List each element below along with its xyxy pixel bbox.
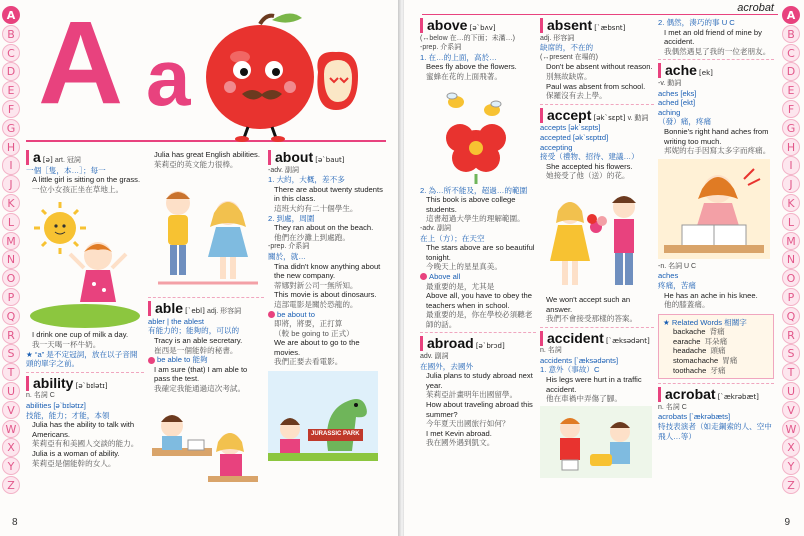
plural: aches [658, 271, 679, 281]
column-1 [26, 150, 144, 468]
pron: [əˋbrɔd] [475, 342, 505, 351]
example-cn: 別無故缺席。 [546, 71, 592, 81]
example-cn: 我們正要去看電影。 [274, 357, 343, 367]
example: I met an old friend of mine by accident. [664, 27, 762, 47]
related-word-en: backache [673, 327, 706, 337]
example-cn: 蜜蜂在花的上面飛著。 [426, 71, 502, 81]
entry-accident-cont [658, 18, 774, 56]
left-page [0, 0, 400, 536]
pos: -adv. 副詞 [268, 166, 299, 174]
big-letter-upper: A [38, 0, 124, 129]
example: They ran about on the beach. [274, 223, 374, 233]
example: Bonnie's right hand aches from writing too much. [664, 126, 769, 146]
example-cn: 我偶然遇見了我的一位老朋友。 [664, 46, 771, 56]
entry-accident [540, 331, 654, 404]
example-cn: 茱莉亞有和美國人交談的能力。 [32, 439, 139, 449]
headword-ability: ability [26, 376, 73, 391]
pron: [ˋæksədənt] [605, 336, 650, 345]
sun-and-girl-illustration [30, 198, 140, 328]
sense: 2. 偶然，湊巧的事 U C [658, 18, 735, 27]
headword-about: about [268, 150, 313, 165]
example-cn: 這班大約有二十個學生。 [274, 203, 358, 213]
letter-tab-v[interactable]: V [2, 401, 20, 419]
letter-tab-z[interactable]: Z [782, 476, 800, 494]
column-2 [540, 18, 654, 478]
jurassic-park-sign: JURASSIC PARK [308, 429, 363, 441]
example: Bees fly above the flowers. [426, 62, 517, 72]
big-letter-lower: a [146, 33, 191, 122]
pos: -prep. 介系詞 [268, 243, 310, 251]
entry-about [268, 150, 384, 367]
letter-tab-t[interactable]: T [2, 363, 20, 381]
letter-tab-n[interactable]: N [782, 250, 800, 268]
entry-accept [540, 108, 654, 181]
alphabet-tabs-left [2, 6, 22, 495]
example: How about traveling abroad this summer? [426, 400, 533, 419]
example: This movie is about dinosaurs. [274, 290, 377, 300]
related-words-list [663, 327, 769, 375]
letter-tab-h[interactable]: H [2, 138, 20, 156]
entry-a-example2 [26, 330, 144, 368]
pos: -v. 動詞 [658, 79, 682, 87]
example-cn: 蒂娜對新公司一無所知。 [274, 280, 358, 290]
example-cn: 我們不會接受那樣的答案。 [546, 314, 638, 324]
letter-tab-m[interactable]: M [2, 232, 20, 250]
column-3 [658, 18, 774, 441]
example-cn: 他的膝蓋痛。 [664, 300, 710, 310]
example: Julia is a woman of ability. [32, 448, 120, 458]
pos: n. 名詞 C [26, 392, 55, 400]
divider [658, 383, 774, 384]
column-1 [420, 18, 536, 448]
letter-tab-o[interactable]: O [2, 269, 20, 287]
example-cn: 她接受了他（送）的花。 [546, 171, 630, 181]
sense: 接受（禮物、招待、建議…） [540, 152, 639, 162]
example-cn: 今晚天上的星星真美。 [426, 262, 502, 272]
pron: [ˋebl] [185, 307, 205, 316]
letter-tab-r[interactable]: R [782, 326, 800, 344]
sense: 1. 意外（事故）C [540, 365, 600, 375]
headword-abroad: abroad [420, 336, 474, 351]
letter-tab-n[interactable]: N [2, 250, 20, 268]
pron: [əˋbɪlətɪ] [75, 381, 108, 390]
letter-tab-r[interactable]: R [2, 326, 20, 344]
letter-tab-f[interactable]: F [2, 100, 20, 118]
sense: 在國外，去國外 [420, 361, 474, 371]
letter-tab-h[interactable]: H [782, 138, 800, 156]
sense: 關於，就… [268, 251, 306, 261]
phrase: be about to [277, 309, 316, 319]
example: A little girl is sitting on the grass. [32, 175, 141, 185]
letter-tab-x[interactable]: X [782, 438, 800, 456]
column-2 [148, 150, 264, 486]
car-accident-illustration [540, 406, 652, 478]
entry-above-cont [420, 186, 536, 330]
pos: n. 名詞 C [658, 403, 687, 411]
sense: 疼痛，苦痛 [658, 280, 696, 290]
letter-tab-f[interactable]: F [782, 100, 800, 118]
letter-tab-s[interactable]: S [2, 344, 20, 362]
example-cn: 他們在沙灘上到處跑。 [274, 232, 350, 242]
pron: [ˋækrəbæt] [717, 393, 759, 402]
plural: acrobats [ˋækrəbæts] [658, 412, 731, 422]
pos: -n. 名詞 U C [658, 262, 697, 270]
letter-tab-u[interactable]: U [2, 382, 20, 400]
dinosaur-movie-illustration [268, 371, 378, 461]
headword-accept: accept [540, 108, 591, 123]
letter-tab-x[interactable]: X [2, 438, 20, 456]
example-cn: 我在國外遇到凱文。 [426, 438, 495, 448]
pron: [əˋbaut] [315, 156, 345, 164]
pron: [əkˋsɛpt] [593, 113, 626, 122]
headword-acrobat: acrobat [658, 387, 716, 402]
related-word-cn: 胃痛 [722, 356, 738, 366]
related-words-title: ★ Related Words 相關字 [663, 317, 747, 327]
flowers-gift-illustration [540, 183, 652, 293]
example: We are about to go to the movies. [274, 338, 360, 357]
entry-ache [658, 63, 774, 155]
forms: accepts [əkˋsɛpts] [540, 123, 601, 133]
headword-able: able [148, 301, 183, 316]
related-word-en: toothache [673, 365, 707, 375]
forms: aches [eks] [658, 88, 697, 98]
forms: abler | the ablest [148, 316, 205, 326]
letter-tab-i[interactable]: I [782, 156, 800, 174]
letter-tab-e[interactable]: E [782, 81, 800, 99]
related-word-item [673, 366, 769, 376]
example: Tracy is an able secretary. [154, 335, 243, 345]
students-test-illustration [148, 398, 260, 486]
sense: 1. 大約，大概，差不多 [268, 175, 345, 185]
column-3 [268, 150, 384, 461]
headword-above: above [420, 18, 467, 33]
letter-tab-k[interactable]: K [2, 194, 20, 212]
pos: v. 動詞 [627, 114, 649, 122]
sense: 2. 為…所不能及，超過…的範圍 [420, 185, 528, 195]
entry-ability [26, 376, 144, 468]
apple-character-illustration [200, 12, 385, 142]
example: Don't be absent without reason. [546, 62, 653, 72]
letter-tab-c[interactable]: C [782, 44, 800, 62]
phrase-sense: 即將，將要，正打算 [274, 319, 343, 329]
phrase: be able to 能夠 [157, 355, 208, 365]
sense: 在上（方）；在天空 [420, 233, 485, 243]
headword-ache: ache [658, 63, 697, 78]
letter-tab-q[interactable]: Q [2, 307, 20, 325]
related-word-item [673, 346, 769, 356]
letter-tab-u[interactable]: U [782, 382, 800, 400]
letter-tab-o[interactable]: O [782, 269, 800, 287]
sense: 缺席的，不在的 [540, 43, 594, 53]
entry-able [148, 301, 264, 393]
letter-tab-s[interactable]: S [782, 344, 800, 362]
forms: ached [ekt] [658, 98, 696, 108]
example-cn: 這書超過大學生的理解範圍。 [426, 214, 525, 224]
page-number-right: 9 [784, 517, 790, 528]
example-cn: 今年夏天出國旅行如何？ [426, 419, 510, 429]
sense: 技能，能力；才能，本領 [26, 410, 110, 420]
letter-tab-p[interactable]: P [782, 288, 800, 306]
letter-tab-y[interactable]: Y [2, 457, 20, 475]
phrase: Above all [429, 271, 461, 281]
phrase-note: （較 be going to 正式） [274, 328, 354, 338]
girl-writing-illustration [658, 159, 770, 259]
related-word-en: headache [673, 346, 707, 356]
related-word-cn: 牙痛 [710, 365, 726, 375]
dinosaur-icon [268, 371, 378, 461]
entry-absent [540, 18, 654, 101]
pos: -prep. 介系詞 [420, 44, 462, 52]
example: This book is above college students. [426, 195, 516, 214]
example-cn: 茱莉亞計畫明年出國留學。 [426, 390, 518, 400]
sense: 1. 在…的上面，高於… [420, 52, 497, 62]
sense: 有能力的；能夠的，可以的 [148, 326, 240, 336]
letter-tab-g[interactable]: G [2, 119, 20, 137]
letter-tab-t[interactable]: T [782, 363, 800, 381]
example: I met Kevin abroad. [426, 428, 492, 438]
sense: 特技表演者（如走鋼索的人、空中飛人…等） [658, 422, 772, 441]
header-rule [422, 14, 778, 15]
example-cn: 茱莉亞是個能幹的女人。 [32, 458, 116, 468]
divider [26, 372, 144, 373]
example: There are about twenty students in this class. [274, 184, 383, 204]
forms: aching [658, 107, 681, 117]
entry-above [420, 18, 536, 82]
letter-tab-m[interactable]: M [782, 232, 800, 250]
divider [658, 59, 774, 60]
example-cn: 我確定我能通過這次考試。 [154, 383, 246, 393]
divider [420, 332, 536, 333]
headword-absent: absent [540, 18, 592, 33]
phrase-icon [420, 273, 427, 280]
pos: n. 名詞 [540, 347, 562, 355]
divider [540, 327, 654, 328]
example-cn: 保羅沒有去上學。 [546, 91, 607, 101]
letter-tab-k[interactable]: K [782, 194, 800, 212]
plural: abilities [əˋbɪlətɪz] [26, 400, 86, 410]
pos: -adv. 副詞 [420, 224, 451, 232]
letter-tab-b[interactable]: B [782, 25, 800, 43]
example-cn: 他在車禍中弄傷了腳。 [546, 394, 622, 404]
example-cn: 茱莉亞的英文能力很棒。 [154, 159, 238, 169]
related-word-en: earache [673, 336, 701, 346]
letter-tab-i[interactable]: I [2, 156, 20, 174]
pos: adv. 副詞 [420, 353, 449, 361]
letter-tab-j[interactable]: J [782, 175, 800, 193]
letter-tab-l[interactable]: L [782, 213, 800, 231]
example: The stars above are so beautiful tonight. [426, 243, 535, 262]
letter-tab-w[interactable]: W [782, 420, 800, 438]
entry-acrobat [658, 387, 774, 441]
letter-tab-q[interactable]: Q [782, 307, 800, 325]
letter-tab-e[interactable]: E [2, 81, 20, 99]
forms: accepted [əkˋsɛptɪd] [540, 132, 609, 142]
sense: 2. 到處，周圍 [268, 213, 315, 223]
related-word-cn: 頭痛 [710, 346, 726, 356]
entry-ache-noun [658, 262, 774, 310]
pron: [ə] [42, 156, 53, 164]
letter-tab-v[interactable]: V [782, 401, 800, 419]
example: Julia has great English abilities. [154, 150, 260, 159]
pos: adj. 形容詞 [206, 308, 242, 316]
entry-abroad [420, 336, 536, 448]
pron: [əˋbʌv] [469, 24, 496, 32]
example: Julia has the ability to talk with Americans. [32, 420, 135, 439]
example: Tina didn't know anything about the new company. [274, 261, 381, 281]
letter-tab-c[interactable]: C [2, 44, 20, 62]
usage-note: ★ “a” 是不定冠詞，放在以子音開頭的單字之前。 [26, 349, 138, 369]
entry-accept-cont [540, 295, 654, 324]
pron: [ˋæbsnt] [594, 24, 626, 32]
divider [540, 104, 654, 105]
letter-tab-w[interactable]: W [2, 420, 20, 438]
running-header: acrobat [737, 2, 774, 14]
pos: adj. 形容詞 [540, 34, 575, 42]
example: His legs were hurt in a traffic accident. [546, 375, 642, 394]
bees-and-flowers-illustration [420, 84, 532, 184]
example: He has an ache in his knee. [664, 290, 758, 300]
example: I am sure (that) I am able to pass the test. [154, 364, 248, 384]
right-page [404, 0, 804, 536]
letter-tab-j[interactable]: J [2, 175, 20, 193]
example: We won't accept such an answer. [546, 294, 631, 314]
letter-tab-a[interactable]: A [2, 6, 20, 24]
pron: [ek] [699, 69, 713, 78]
example: I drink one cup of milk a day. [32, 330, 129, 340]
phrase-icon [268, 311, 275, 318]
letter-tab-d[interactable]: D [2, 62, 20, 80]
example-cn: 一位小女孩正坐在草地上。 [32, 184, 124, 194]
example-cn: 我一天喝一杯牛奶。 [32, 339, 101, 349]
letter-tab-d[interactable]: D [782, 62, 800, 80]
plural: accidents [ˋæksədənts] [540, 355, 619, 365]
example-cn: 最重要的是，你在學校必須聽老師的話。 [426, 310, 533, 329]
related-word-item [673, 327, 769, 337]
letter-tab-g[interactable]: G [782, 119, 800, 137]
letter-tab-y[interactable]: Y [782, 457, 800, 475]
related-words-box [658, 314, 774, 380]
letter-tab-z[interactable]: Z [2, 476, 20, 494]
example: Julia plans to study abroad next year. [426, 371, 533, 390]
example-cn: 這部電影是關於恐龍的。 [274, 299, 358, 309]
antonym-note: (↔below 在…的下面；未滿…) [420, 34, 515, 42]
example: Paul was absent from school. [546, 81, 646, 91]
letter-tab-b[interactable]: B [2, 25, 20, 43]
phrase-sense: 最重要的是，尤其是 [426, 281, 495, 291]
headword-accident: accident [540, 331, 604, 346]
pos: art. 冠詞 [54, 157, 81, 164]
alphabet-tabs-right [782, 6, 802, 495]
example: Above all, you have to obey the teachers when in school. [426, 291, 532, 310]
page-number-left: 8 [12, 517, 18, 528]
letter-tab-p[interactable]: P [2, 288, 20, 306]
sense: 一個［隻，本…］；每一 [26, 165, 106, 175]
divider [148, 297, 264, 298]
example-cn: 崔西是一個能幹的秘書。 [154, 345, 238, 355]
letter-tab-l[interactable]: L [2, 213, 20, 231]
related-word-item [673, 356, 769, 366]
kids-talking-illustration [148, 173, 260, 293]
forms: accepting [540, 142, 573, 152]
example-cn: 邦妮的右手因寫太多字而疼痛。 [664, 146, 771, 156]
related-word-cn: 耳朵痛 [704, 336, 728, 346]
related-word-cn: 背痛 [709, 327, 725, 337]
sense: （發）痛，疼痛 [658, 117, 712, 127]
letter-tab-a[interactable]: A [782, 6, 800, 24]
entry-a [26, 150, 144, 194]
headword-a: a [26, 150, 41, 165]
phrase-icon [148, 357, 155, 364]
antonym-note: (↔present 在場的) [540, 53, 598, 61]
related-word-en: stomachache [673, 356, 719, 366]
example: She accepted his flowers. [546, 161, 633, 171]
